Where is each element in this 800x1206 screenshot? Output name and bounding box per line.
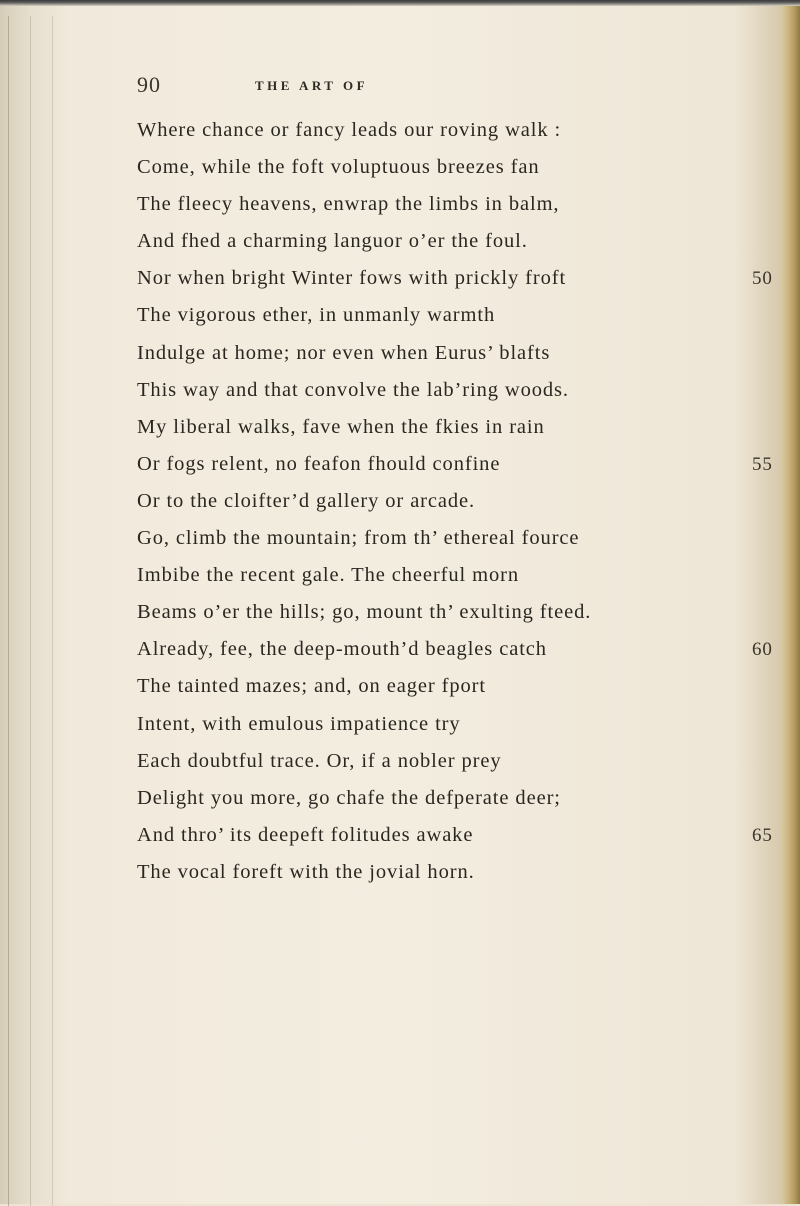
poem-line (137, 631, 777, 668)
poem-line (137, 854, 777, 891)
line-number: 60 (752, 639, 773, 661)
poem-line-text: The fleecy heavens, enwrap the limbs in balm, (137, 193, 560, 216)
poem-line (137, 668, 777, 705)
page-number: 90 (137, 72, 161, 97)
poem-line (137, 706, 777, 743)
poem-line (137, 743, 777, 780)
poem-line-text: Or to the cloifter’d gallery or arcade. (137, 489, 476, 512)
line-number: 50 (752, 268, 773, 290)
poem-line (137, 335, 777, 372)
poem-line-text: Intent, with emulous impatience try (137, 712, 461, 735)
poem-line (137, 483, 777, 520)
gutter-line (52, 16, 53, 1206)
poem-line-text: Imbibe the recent gale. The cheerful morn (137, 564, 520, 587)
poem-line-text: Nor when bright Winter fows with prickly froft (137, 267, 567, 290)
poem-line-text: The tainted mazes; and, on eager fport (137, 675, 486, 698)
poem-line-text: The vigorous ether, in unmanly warmth (137, 304, 496, 327)
poem-line-text: Delight you more, go chafe the defperate deer; (137, 786, 561, 809)
poem-line-text: And thro’ its deepeft folitudes awake (137, 823, 474, 846)
page-fore-edge (782, 6, 800, 1204)
poem-line-text: Go, climb the mountain; from th’ ethereal fource (137, 527, 580, 550)
poem-line (137, 594, 777, 631)
poem-line-text: The vocal foreft with the jovial horn. (137, 860, 475, 883)
line-number: 65 (752, 824, 773, 846)
poem-line (137, 297, 777, 334)
running-head: THE ART OF (255, 78, 369, 93)
poem-line-text: Already, fee, the deep-mouth’d beagles catch (137, 638, 547, 661)
poem-line-text: And fhed a charming languor o’er the foul. (137, 230, 528, 253)
poem-line (137, 446, 777, 483)
poem-line (137, 817, 777, 854)
poem-line (137, 186, 777, 223)
poem-line (137, 112, 777, 149)
poem-line (137, 520, 777, 557)
poem-line-text: Come, while the foft voluptuous breezes fan (137, 156, 540, 179)
poem-line-text: Where chance or fancy leads our roving walk : (137, 119, 562, 141)
page-top-edge (0, 0, 800, 6)
poem-line-text: Or fogs relent, no feafon fhould confine (137, 452, 501, 475)
gutter-line (30, 16, 31, 1206)
page-gutter (0, 6, 70, 1204)
poem-line (137, 372, 777, 409)
poem-text (137, 112, 777, 891)
poem-line (137, 409, 777, 446)
poem-line (137, 780, 777, 817)
poem-line-text: My liberal walks, fave when the fkies in rain (137, 415, 545, 438)
poem-line (137, 557, 777, 594)
gutter-line (8, 16, 9, 1206)
poem-line-text: Beams o’er the hills; go, mount th’ exulting fteed. (137, 601, 592, 624)
poem-line-text: Each doubtful trace. Or, if a nobler prey (137, 749, 502, 772)
poem-line (137, 223, 777, 260)
poem-line (137, 149, 777, 186)
poem-line-text: Indulge at home; nor even when Eurus’ blafts (137, 341, 551, 364)
poem-line (137, 260, 777, 297)
page-header (0, 72, 800, 102)
line-number: 55 (752, 453, 773, 475)
poem-line-text: This way and that convolve the lab’ring woods. (137, 378, 569, 401)
